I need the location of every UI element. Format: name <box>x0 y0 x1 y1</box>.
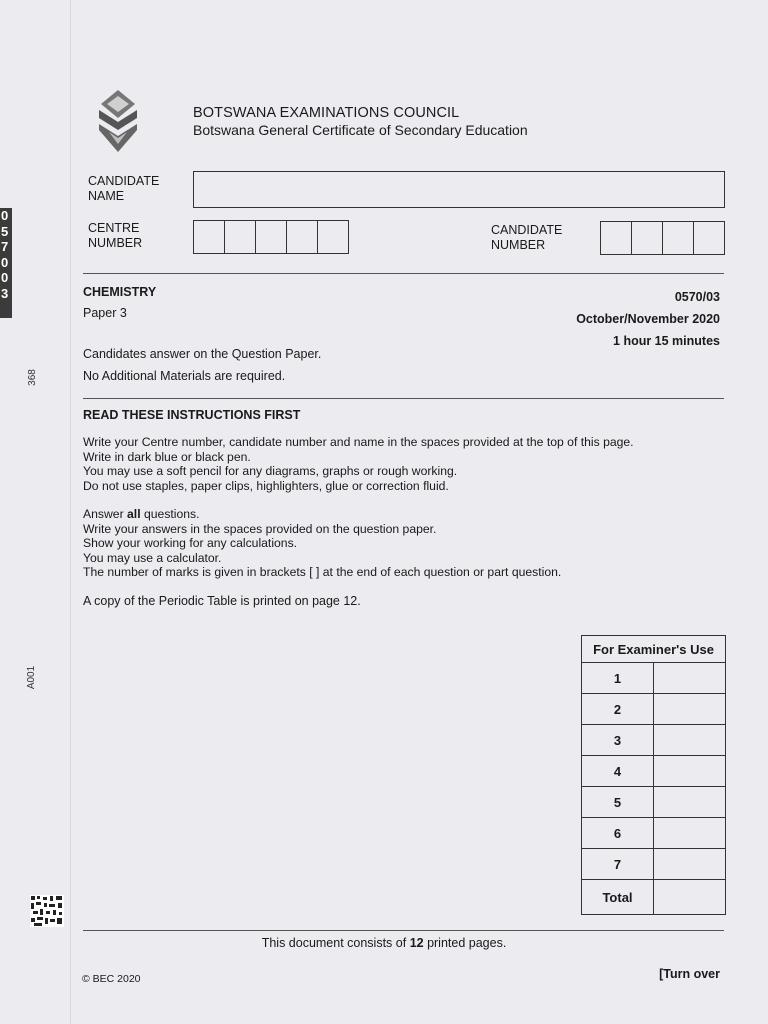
answer-on-note: Candidates answer on the Question Paper. <box>83 347 322 361</box>
side-code-strip: 0 5 7 0 0 3 <box>0 208 12 318</box>
table-row: 2 <box>582 694 726 725</box>
examiner-use-table <box>581 635 726 915</box>
mark-cell[interactable] <box>654 694 726 725</box>
periodic-table-note: A copy of the Periodic Table is printed on page 12. <box>83 594 361 608</box>
paper-number: Paper 3 <box>83 306 127 320</box>
exam-session: October/November 2020 <box>576 312 720 326</box>
subject-title: CHEMISTRY <box>83 285 157 299</box>
table-row: 1 <box>582 663 726 694</box>
qr-code-icon <box>30 895 64 927</box>
side-code-top: 368 <box>26 369 38 386</box>
margin-line <box>70 0 71 1024</box>
table-row: 3 <box>582 725 726 756</box>
instructions-block-1: Write your Centre number, candidate number and name in the spaces provided at the top of this page. Write in dark blue or black pen. You may use a soft pencil for any diagrams, graphs or rough working. Do not use staples, paper clips, highlighters, glue or correction fluid. <box>83 435 634 493</box>
candidate-name-label: CANDIDATE NAME <box>88 174 160 203</box>
centre-number-field[interactable] <box>193 220 349 254</box>
mark-cell[interactable] <box>654 725 726 756</box>
mark-cell[interactable] <box>654 818 726 849</box>
mark-cell[interactable] <box>654 849 726 880</box>
turn-over: [Turn over <box>659 967 720 981</box>
instructions-heading: READ THESE INSTRUCTIONS FIRST <box>83 408 301 422</box>
table-row: 7 <box>582 849 726 880</box>
candidate-name-field[interactable] <box>193 171 725 208</box>
copyright: © BEC 2020 <box>82 973 141 985</box>
table-row: 6 <box>582 818 726 849</box>
table-row: Total <box>582 880 726 915</box>
exam-duration: 1 hour 15 minutes <box>613 334 720 348</box>
candidate-number-field[interactable] <box>600 221 725 255</box>
page-count-note: This document consists of 12 printed pages. <box>261 936 507 950</box>
table-row: 4 <box>582 756 726 787</box>
divider <box>83 398 724 399</box>
side-code-bottom: A001 <box>26 665 38 690</box>
total-cell[interactable] <box>654 880 726 915</box>
divider <box>83 930 724 931</box>
bec-logo-icon <box>95 88 141 154</box>
candidate-number-label: CANDIDATE NUMBER <box>491 223 563 252</box>
certificate-title: Botswana General Certificate of Secondary Education <box>193 122 528 138</box>
council-title: BOTSWANA EXAMINATIONS COUNCIL <box>193 105 460 121</box>
instructions-block-2: Answer all questions. Write your answers in the spaces provided on the question paper. Show your working for any calculations. You may use a calculator. The number of marks is given in brackets [ ] at the end of each question or part question. <box>83 507 562 580</box>
mark-cell[interactable] <box>654 756 726 787</box>
paper-code: 0570/03 <box>674 290 720 304</box>
centre-number-label: CENTRE NUMBER <box>88 221 143 250</box>
materials-note: No Additional Materials are required. <box>83 369 286 383</box>
mark-cell[interactable] <box>654 663 726 694</box>
examiner-table-heading: For Examiner's Use <box>582 636 726 663</box>
mark-cell[interactable] <box>654 787 726 818</box>
divider <box>83 273 724 274</box>
table-row: 5 <box>582 787 726 818</box>
